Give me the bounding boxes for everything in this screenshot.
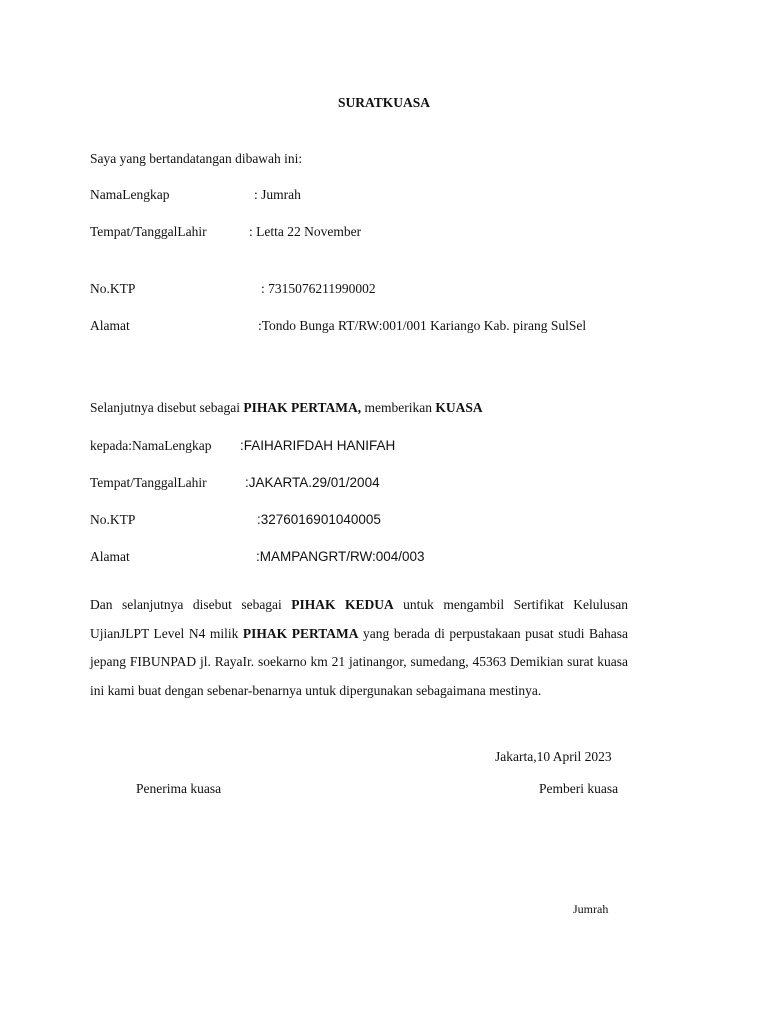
grantee-address-value: :MAMPANGRT/RW:004/003	[256, 549, 425, 564]
grantee-name-label: kepada:NamaLengkap	[90, 438, 212, 453]
transfer-text-1: Selanjutnya disebut sebagai	[90, 400, 244, 415]
place-date: Jakarta,10 April 2023	[495, 749, 612, 764]
grantee-ktp-value: :3276016901040005	[257, 512, 381, 527]
body-bold-pihak-pertama: PIHAK PERTAMA	[242, 625, 359, 641]
grantee-birth-value: :JAKARTA.29/01/2004	[245, 475, 380, 490]
grantor-ktp-value: : 7315076211990002	[261, 281, 376, 296]
grantor-birth-label: Tempat/TanggalLahir	[90, 224, 207, 239]
grantor-name-label: NamaLengkap	[90, 187, 170, 202]
body-paragraph	[90, 591, 628, 705]
transfer-bold-kuasa: KUASA	[435, 400, 483, 415]
grantee-address-label: Alamat	[90, 549, 130, 564]
grantor-address-value: :Tondo Bunga RT/RW:001/001 Kariango Kab. pirang SulSel	[258, 318, 587, 333]
grantee-ktp-label: No.KTP	[90, 512, 136, 527]
transfer-text-2: memberikan	[361, 400, 436, 415]
grantor-ktp-label: No.KTP	[90, 281, 136, 296]
giver-label: Pemberi kuasa	[539, 781, 619, 796]
body-text-2: untuk mengambil Sertifikat Kelulusan UjianJLPT Level N4 milik	[90, 597, 629, 641]
document-title: SURATKUASA	[337, 95, 430, 110]
grantor-birth-value: : Letta 22 November	[249, 224, 362, 239]
receiver-label: Penerima kuasa	[136, 781, 222, 796]
body-text-3: yang berada di perpustakaan pusat studi Bahasa jepang FIBUNPAD jl. RayaIr. soekarno km 21 jatinangor, sumedang, 45363 Demikian surat kuasa ini kami buat dengan sebenar-benarnya untuk dipergunakan sebagaimana mestinya.	[90, 625, 628, 698]
transfer-line	[90, 399, 483, 417]
transfer-bold-pihak-pertama: PIHAK PERTAMA,	[243, 400, 362, 415]
grantor-address-label: Alamat	[90, 318, 130, 333]
grantor-name-value: : Jumrah	[254, 187, 301, 202]
intro-line: Saya yang bertandatangan dibawah ini:	[90, 151, 303, 166]
grantee-name-value: :FAIHARIFDAH HANIFAH	[240, 438, 396, 453]
giver-name: Jumrah	[573, 902, 609, 916]
body-bold-pihak-kedua: PIHAK KEDUA	[291, 597, 394, 612]
body-text-1: Dan selanjutnya disebut sebagai	[90, 597, 292, 612]
grantee-birth-label: Tempat/TanggalLahir	[90, 475, 207, 490]
